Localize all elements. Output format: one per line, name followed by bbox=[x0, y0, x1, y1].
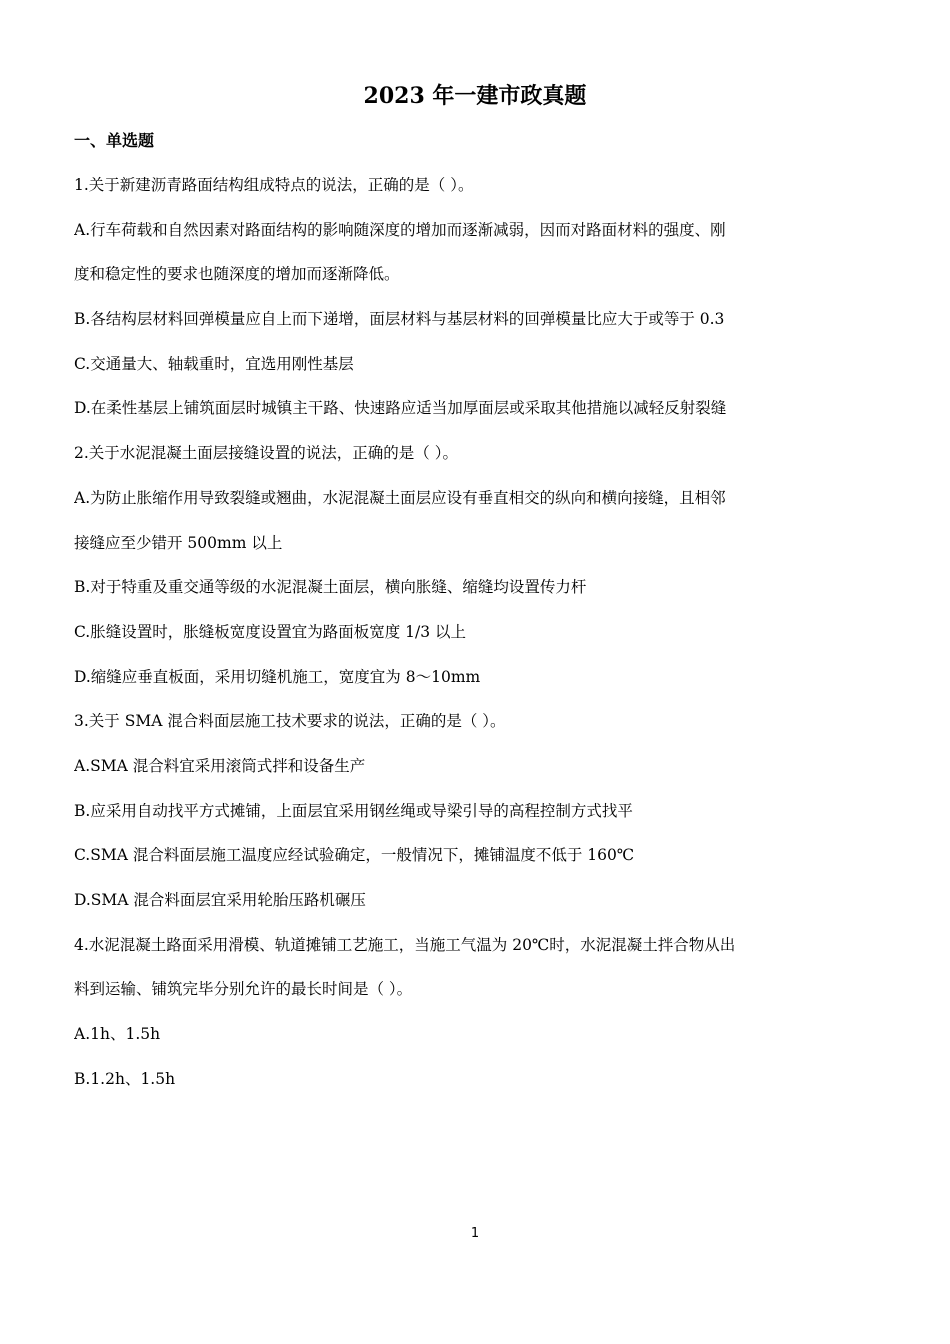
question-3-stem: 3.关于 SMA 混合料面层施工技术要求的说法，正确的是（ ）。 bbox=[74, 712, 506, 731]
question-2-option-a: A.为防止胀缩作用导致裂缝或翘曲，水泥混凝土面层应设有垂直相交的纵向和横向接缝，且相邻 bbox=[74, 488, 726, 507]
question-1-option-d: D.在柔性基层上铺筑面层时城镇主干路、快速路应适当加厚面层或采取其他措施以减轻反射裂缝 bbox=[74, 399, 727, 418]
question-1-option-b: B.各结构层材料回弹模量应自上而下递增，面层材料与基层材料的回弹模量比应大于或等于 0.3 bbox=[74, 310, 725, 329]
question-1-option-a: A.行车荷载和自然因素对路面结构的影响随深度的增加而逐渐减弱，因而对路面材料的强度、刚 bbox=[74, 220, 726, 239]
question-3-option-a: A.SMA 混合料宜采用滚筒式拌和设备生产 bbox=[74, 756, 366, 775]
question-2-option-a-cont: 接缝应至少错开 500mm 以上 bbox=[74, 533, 283, 552]
question-2-option-b: B.对于特重及重交通等级的水泥混凝土面层，横向胀缝、缩缝均设置传力杆 bbox=[74, 578, 587, 597]
question-4-option-a: A.1h、1.5h bbox=[74, 1025, 161, 1044]
document-title: 2023 年一建市政真题 bbox=[363, 83, 587, 109]
question-2-option-c: C.胀缝设置时，胀缝板宽度设置宜为路面板宽度 1/3 以上 bbox=[74, 622, 467, 641]
question-4-option-b: B.1.2h、1.5h bbox=[74, 1069, 176, 1088]
question-content bbox=[74, 170, 879, 1108]
question-2-stem: 2.关于水泥混凝土面层接缝设置的说法，正确的是（ ）。 bbox=[74, 444, 458, 463]
question-1-option-c: C.交通量大、轴载重时，宜选用刚性基层 bbox=[74, 354, 354, 373]
question-3-option-c: C.SMA 混合料面层施工温度应经试验确定，一般情况下，摊铺温度不低于 160℃ bbox=[74, 846, 635, 865]
question-4-stem-cont: 料到运输、铺筑完毕分别允许的最长时间是（ ）。 bbox=[74, 980, 413, 999]
section-heading: 一、单选题 bbox=[74, 131, 155, 150]
page-number: 1 bbox=[470, 1226, 480, 1241]
question-1-option-a-cont: 度和稳定性的要求也随深度的增加而逐渐降低。 bbox=[74, 265, 400, 284]
question-1-stem: 1.关于新建沥青路面结构组成特点的说法，正确的是（ ）。 bbox=[74, 176, 474, 194]
question-2-option-d: D.缩缝应垂直板面，采用切缝机施工，宽度宜为 8～10mm bbox=[74, 667, 481, 686]
question-4-stem: 4.水泥混凝土路面采用滑模、轨道摊铺工艺施工，当施工气温为 20℃时，水泥混凝土拌合物从出 bbox=[74, 935, 736, 954]
question-3-option-b: B.应采用自动找平方式摊铺，上面层宜采用钢丝绳或导梁引导的高程控制方式找平 bbox=[74, 801, 633, 820]
question-3-option-d: D.SMA 混合料面层宜采用轮胎压路机碾压 bbox=[74, 891, 366, 909]
